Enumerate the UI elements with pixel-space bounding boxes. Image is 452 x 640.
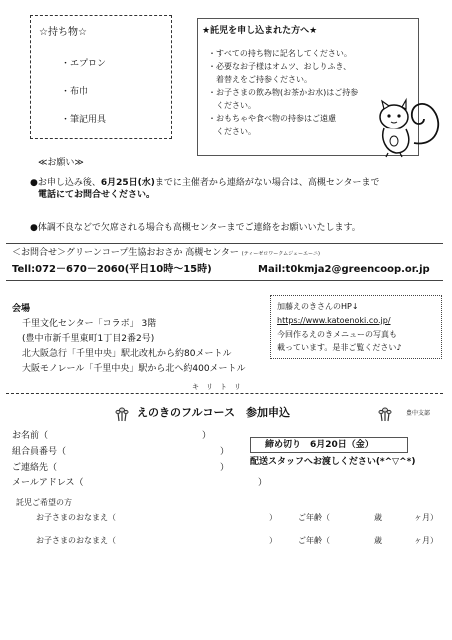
child-name-field[interactable]: お子さまのおなまえ（: [36, 513, 116, 522]
venue-line: 大阪モノレール「千里中央」駅から北へ約400メートル: [22, 364, 246, 374]
cut-line: [6, 393, 443, 394]
contact-tel: Tell:072－670－2060(平日10時～15時): [12, 264, 212, 275]
website-note: 今回作るえのきメニューの写真も: [277, 330, 397, 339]
form-branch: 豊中支部: [406, 410, 431, 417]
child-age-field[interactable]: ご年齢（: [298, 536, 330, 545]
venue-heading: 会場: [12, 304, 31, 314]
child-name-field[interactable]: お子さまのおなまえ（: [36, 536, 116, 545]
website-link[interactable]: https://www.katoenoki.co.jp/: [277, 316, 391, 325]
name-field[interactable]: お名前（ ）: [12, 431, 212, 441]
website-box: [270, 295, 442, 359]
childcare-note-line: ください。: [208, 127, 256, 136]
belongings-box: [30, 15, 172, 139]
contact-line: ＜お問合せ＞グリーンコープ生協おおさか 高槻センター (ティーゼロワークムジェーエーニ): [12, 248, 320, 258]
request-title: ≪お願い≫: [38, 158, 84, 168]
deadline-box: [250, 437, 444, 471]
belongings-title: ☆持ち物☆: [39, 27, 87, 38]
child-row: お子さまのおなまえ（ ） ご年齢（ 歳 ヶ月）: [36, 536, 438, 545]
request-phone-note: 電話にてお問合せください。: [38, 190, 156, 200]
belongings-item: ・エプロン: [61, 59, 107, 69]
childcare-notes-title: ★託児を申し込まれた方へ★: [202, 26, 318, 36]
child-row: お子さまのおなまえ（ ） ご年齢（ 歳 ヶ月）: [36, 513, 438, 522]
childcare-note-line: ・お子さまの飲み物(お茶かお水)はご持参: [208, 88, 359, 97]
childcare-note-line: 着替えをご持参ください。: [208, 75, 312, 84]
belongings-item: ・筆記用具: [61, 115, 107, 125]
venue-line: 北大阪急行「千里中央」駅北改札から約80メートル: [22, 349, 232, 359]
venue-line: (豊中市新千里東町1丁目2番2号): [22, 334, 155, 344]
childcare-heading: 託児ご希望の方: [16, 498, 72, 507]
cut-line-label: キ リ ト リ: [188, 382, 245, 392]
email-field[interactable]: メールアドレス（ ）: [12, 478, 268, 488]
contact-mail: Mail:t0kmja2@greencoop.or.jp: [258, 264, 430, 275]
contact-divider-top: [6, 243, 443, 244]
phone-field[interactable]: ご連絡先（ ）: [12, 463, 230, 473]
deadline-note: 配送スタッフへお渡しください(*^▽^*): [250, 457, 416, 467]
childcare-note-line: ・必要なお子様はオムツ、おしりふき、: [208, 62, 352, 71]
website-note: 載っています。是非ご覧ください♪: [277, 343, 402, 352]
enoki-icon: [376, 405, 394, 423]
request-paragraph-1: ●お申し込み後、6月25日(水)までに主催者から連絡がない場合は、高槻センターまで 電話にてお問合せください。: [30, 178, 380, 200]
contact-divider-bottom: [6, 280, 443, 281]
venue-line: 千里文化センター「コラボ」 3階: [22, 319, 157, 329]
member-number-field[interactable]: 組合員番号（ ）: [12, 447, 230, 457]
squirrel-illustration: [374, 95, 444, 161]
childcare-note-line: ・すべての持ち物に記名してください。: [208, 49, 352, 58]
child-age-field[interactable]: ご年齢（: [298, 513, 330, 522]
form-title: えのきのフルコース 参加申込: [137, 406, 291, 419]
enoki-icon: [113, 405, 131, 423]
childcare-note-line: ・おもちゃや食べ物の持参はご遠慮: [208, 114, 336, 123]
request-deadline-date: 6月25日(水): [100, 178, 155, 188]
website-intro: 加藤えのきさんのHP↓: [277, 302, 359, 311]
request-paragraph-2: ●体調不良などで欠席される場合も高槻センターまでご連絡をお願いいたします。: [30, 223, 361, 233]
belongings-item: ・布巾: [61, 87, 89, 97]
childcare-note-line: ください。: [208, 101, 256, 110]
deadline-label: 締め切り 6月20日（金）: [250, 437, 408, 453]
